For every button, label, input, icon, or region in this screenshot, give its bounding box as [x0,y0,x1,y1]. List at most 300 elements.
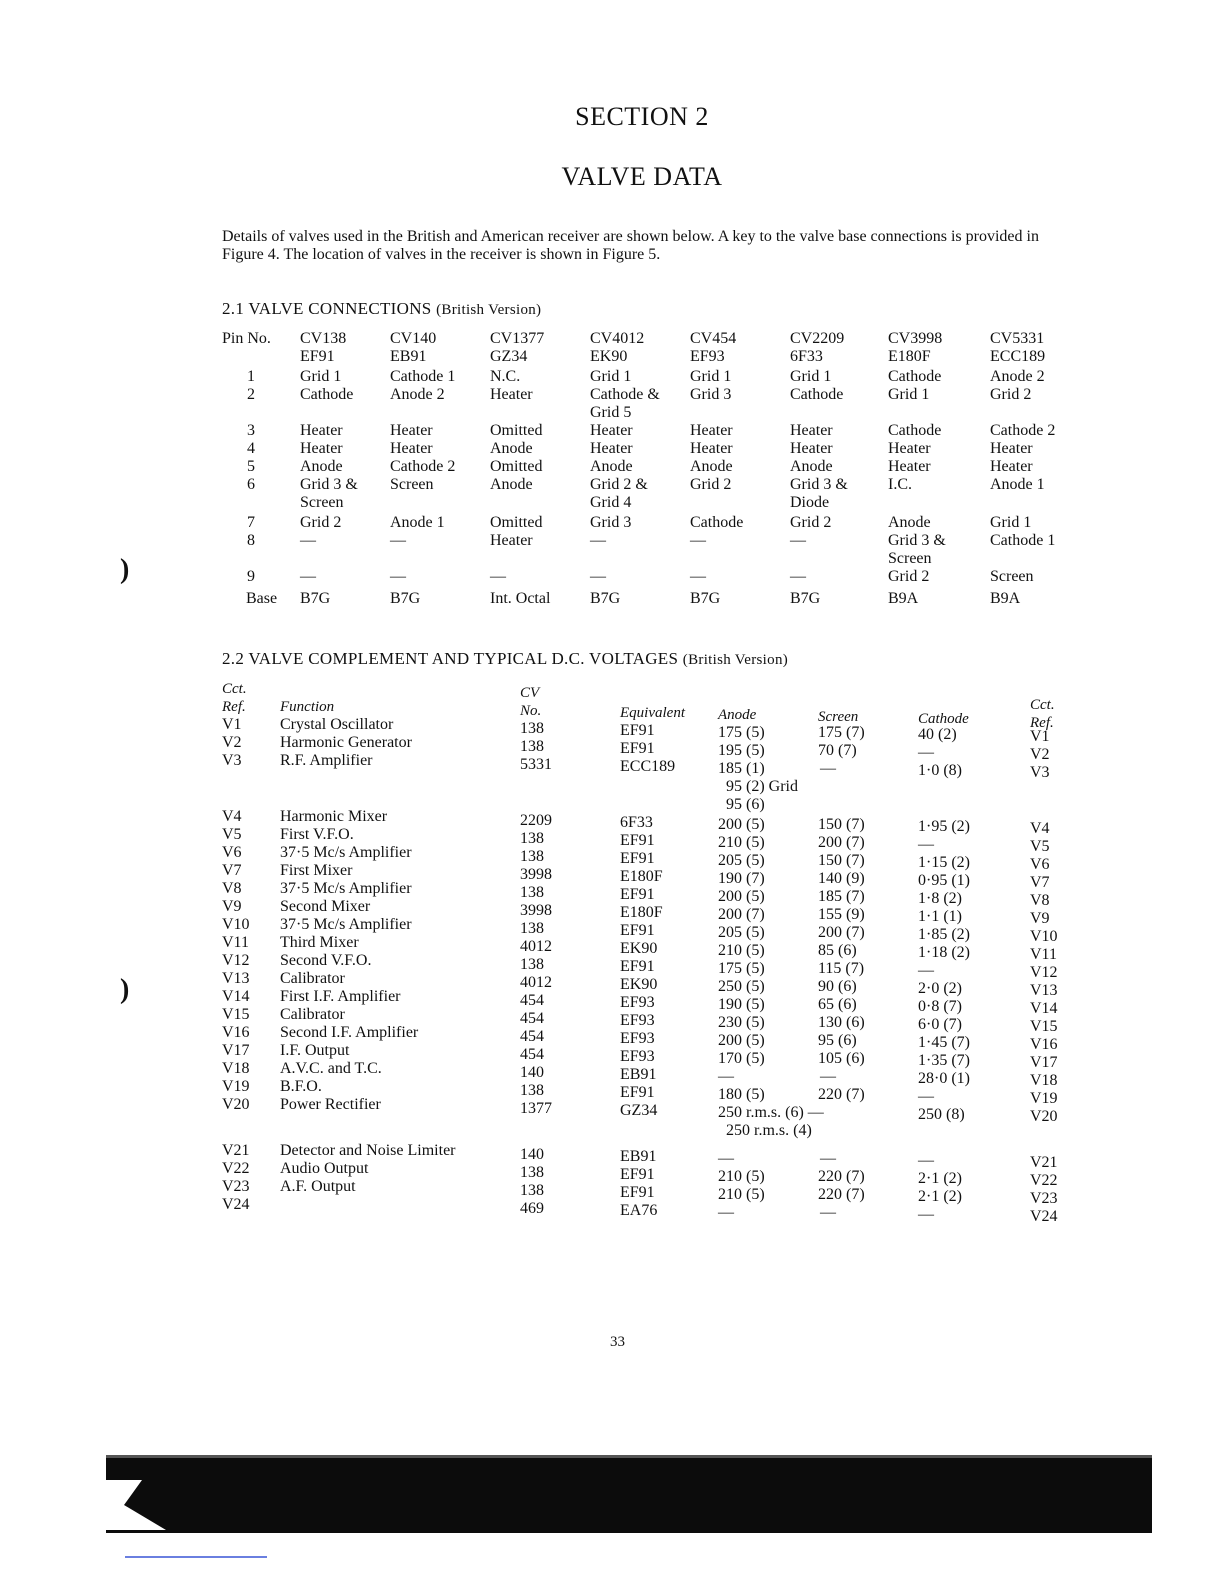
pin-connection: B9A [990,590,1021,607]
pin-connection: Screen [300,494,344,511]
pin-connection: Int. Octal [490,590,551,607]
valve-function: Harmonic Generator [280,734,412,751]
header-ref: Ref. [222,699,246,715]
pin-connection: Cathode 2 [990,422,1056,439]
screen-voltage: 150 (7) [818,816,865,833]
header-cv-no: No. [520,703,542,719]
pin-connection: Heater [888,458,931,475]
equivalent-type: EF91 [620,958,655,975]
valve-function: B.F.O. [280,1078,322,1095]
complement-heading-note: (British Version) [682,652,789,668]
header-ref-right: Ref. [1030,715,1054,731]
anode-voltage: 250 (5) [718,978,765,995]
cathode-voltage: 2·1 (2) [918,1170,962,1187]
pin-connection: Cathode [888,368,942,385]
equivalent-type: GZ34 [620,1102,658,1119]
pin-connection: — [690,568,706,585]
pin-connection: — [300,568,316,585]
valve-type: EK90 [590,348,628,365]
cv-number: 138 [520,720,544,737]
pin-connection: Anode [490,476,533,493]
cathode-voltage: 1·45 (7) [918,1034,970,1051]
pin-connection: Grid 3 [590,514,632,531]
equivalent-type: EF91 [620,886,655,903]
cct-ref: V9 [222,898,242,915]
cct-ref: V13 [222,970,250,987]
cct-ref-right: V8 [1030,892,1050,909]
cv-number: 454 [520,992,544,1009]
pin-connection: Heater [990,440,1033,457]
pin-connection: — [690,532,706,549]
valve-function: 37·5 Mc/s Amplifier [280,916,412,933]
pin-connection: Anode [590,458,633,475]
pin-connection: Heater [888,440,931,457]
cct-ref: V16 [222,1024,250,1041]
pin-connection: Anode 1 [990,476,1045,493]
valve-cv-code: CV3998 [888,330,943,347]
anode-voltage: 200 (5) [718,1032,765,1049]
pin-number: 3 [247,422,255,439]
pin-number: 5 [247,458,255,475]
connections-heading-note: (British Version) [436,302,542,318]
pin-connection: Cathode 2 [390,458,456,475]
pin-connection: B7G [590,590,621,607]
pin-connection: Anode 2 [990,368,1045,385]
pin-connection: Grid 1 [790,368,832,385]
valve-function: Detector and Noise Limiter [280,1142,456,1159]
pin-connection: Heater [490,532,533,549]
pin-number: Base [246,590,278,607]
header-cct: Cct. [222,681,247,697]
screen-voltage: 220 (7) [818,1186,865,1203]
cathode-voltage: 1·18 (2) [918,944,970,961]
screen-voltage: 175 (7) [818,724,865,741]
pin-connection: Omitted [490,514,543,531]
pin-connection: Anode 1 [390,514,445,531]
equivalent-type: ECC189 [620,758,676,775]
cv-number: 454 [520,1046,544,1063]
header-equivalent: Equivalent [620,705,685,721]
screen-voltage: 70 (7) [818,742,857,759]
pin-connection: Grid 2 & [590,476,648,493]
pin-connection: Grid 3 [690,386,732,403]
pin-connection: Heater [690,440,733,457]
margin-mark: ) [120,554,130,585]
pin-number: 1 [247,368,255,385]
screen-voltage: — [820,1150,836,1167]
cct-ref-right: V14 [1030,1000,1058,1017]
cct-ref: V6 [222,844,242,861]
scan-mark [125,1556,267,1558]
pin-connection: Grid 5 [590,404,632,421]
valve-type: GZ34 [490,348,528,365]
cv-number: 3998 [520,902,552,919]
pin-connection: Grid 1 [690,368,732,385]
cct-ref: V24 [222,1196,250,1213]
pin-connection: Grid 2 [790,514,832,531]
pin-connection: Cathode [888,422,942,439]
cct-ref-right: V12 [1030,964,1058,981]
screen-voltage: 130 (6) [818,1014,865,1031]
screen-voltage: 115 (7) [818,960,865,977]
equivalent-type: EA76 [620,1202,658,1219]
anode-voltage: 200 (5) [718,816,765,833]
cathode-voltage: 1·35 (7) [918,1052,970,1069]
cathode-voltage: 2·0 (2) [918,980,962,997]
valve-function: Crystal Oscillator [280,716,394,733]
cathode-voltage: — [918,836,934,853]
valve-type: ECC189 [990,348,1046,365]
equivalent-type: E180F [620,904,663,921]
equivalent-type: E180F [620,868,663,885]
cct-ref: V23 [222,1178,250,1195]
cct-ref-right: V21 [1030,1154,1058,1171]
page-title: VALVE DATA [561,162,723,191]
screen-voltage: 65 (6) [818,996,857,1013]
equivalent-type: EK90 [620,940,658,957]
cv-number: 138 [520,920,544,937]
cathode-voltage: 1·85 (2) [918,926,970,943]
pin-connection: Omitted [490,422,543,439]
cathode-voltage: 1·95 (2) [918,818,970,835]
pin-connection: — [390,532,406,549]
anode-voltage: 190 (5) [718,996,765,1013]
screen-voltage: 220 (7) [818,1086,865,1103]
cathode-voltage: 0·8 (7) [918,998,962,1015]
cv-number: 4012 [520,938,552,955]
valve-function: Third Mixer [280,934,359,951]
header-cct-right: Cct. [1030,697,1055,713]
pin-connection: Screen [390,476,434,493]
screen-voltage: 200 (7) [818,924,865,941]
equivalent-type: 6F33 [620,814,653,831]
cct-ref-right: V2 [1030,746,1050,763]
pin-connection: — [390,568,406,585]
screen-voltage: — [820,1204,836,1221]
pin-connection: B7G [390,590,421,607]
pin-connection: Anode [490,440,533,457]
anode-voltage: 180 (5) [718,1086,765,1103]
cv-number: 138 [520,1164,544,1181]
anode-voltage: 210 (5) [718,1186,765,1203]
valve-function: Harmonic Mixer [280,808,388,825]
cathode-voltage: 250 (8) [918,1106,965,1123]
valve-function: First Mixer [280,862,353,879]
header-cathode: Cathode [918,711,969,727]
pin-connection: Cathode 1 [990,532,1056,549]
pin-connection: Cathode [690,514,744,531]
pin-connection: Anode [690,458,733,475]
cct-ref-right: V5 [1030,838,1050,855]
cct-ref: V4 [222,808,242,825]
cathode-voltage: — [918,962,934,979]
equivalent-type: EF91 [620,922,655,939]
cathode-voltage: 0·95 (1) [918,872,970,889]
valve-function: Second Mixer [280,898,371,915]
equivalent-type: EF91 [620,740,655,757]
screen-voltage: 90 (6) [818,978,857,995]
pin-connection: Grid 4 [590,494,632,511]
header-function: Function [280,699,335,715]
pin-connection: I.C. [888,476,912,493]
pin-number: 2 [247,386,255,403]
screen-voltage: 105 (6) [818,1050,865,1067]
pin-connection: Cathode 1 [390,368,456,385]
pin-connection: Grid 3 & [300,476,358,493]
pin-connection: Anode [888,514,931,531]
pin-connection: Cathode [300,386,354,403]
anode-voltage: 175 (5) [718,724,765,741]
valve-function: First V.F.O. [280,826,354,843]
equivalent-type: EF91 [620,850,655,867]
cathode-voltage: 1·1 (1) [918,908,962,925]
pin-connection: — [790,532,806,549]
cv-number: 138 [520,1082,544,1099]
cathode-voltage: 1·15 (2) [918,854,970,871]
connections-heading-text: 2.1 VALVE CONNECTIONS [222,299,432,318]
pin-number: 9 [247,568,255,585]
cct-ref-right: V19 [1030,1090,1058,1107]
cathode-voltage: 6·0 (7) [918,1016,962,1033]
anode-voltage: — [718,1204,734,1221]
cct-ref: V17 [222,1042,250,1059]
valve-type: EF93 [690,348,725,365]
anode-voltage: 210 (5) [718,1168,765,1185]
cathode-voltage: 2·1 (2) [918,1188,962,1205]
valve-function: Calibrator [280,970,345,987]
cct-ref: V8 [222,880,242,897]
screen-voltage: — [820,760,836,777]
valve-function: First I.F. Amplifier [280,988,401,1005]
cv-number: 138 [520,848,544,865]
cct-ref-right: V22 [1030,1172,1058,1189]
pin-connection: Heater [300,440,343,457]
scan-edge-shadow [106,1455,1152,1533]
pin-connection: Heater [390,440,433,457]
cct-ref: V19 [222,1078,250,1095]
cv-number: 138 [520,884,544,901]
cct-ref: V2 [222,734,242,751]
cct-ref: V7 [222,862,242,879]
screen-voltage: 155 (9) [818,906,865,923]
cct-ref-right: V1 [1030,728,1050,745]
pin-connection: B7G [790,590,821,607]
anode-voltage: — [718,1068,734,1085]
valve-cv-code: CV140 [390,330,437,347]
cct-ref-right: V4 [1030,820,1050,837]
valve-cv-code: CV454 [690,330,737,347]
valve-function: Second I.F. Amplifier [280,1024,419,1041]
equivalent-type: EF93 [620,1012,655,1029]
cct-ref-right: V11 [1030,946,1057,963]
pin-connection: Heater [590,440,633,457]
pin-connection: Screen [888,550,932,567]
pin-connection: — [790,568,806,585]
pin-connection: Heater [490,386,533,403]
equivalent-type: EK90 [620,976,658,993]
equivalent-type: EF91 [620,832,655,849]
valve-function: 37·5 Mc/s Amplifier [280,844,412,861]
cct-ref: V10 [222,916,250,933]
anode-voltage: 205 (5) [718,924,765,941]
equivalent-type: EB91 [620,1148,657,1165]
cv-number: 2209 [520,812,552,829]
screen-voltage: 220 (7) [818,1168,865,1185]
anode-voltage: — [718,1150,734,1167]
cathode-voltage: 1·8 (2) [918,890,962,907]
pin-connection: Grid 1 [300,368,342,385]
header-anode: Anode [718,707,757,723]
cct-ref: V5 [222,826,242,843]
pin-connection: Grid 2 [888,568,930,585]
cv-number: 140 [520,1146,544,1163]
anode-voltage: 210 (5) [718,834,765,851]
pin-connection: Heater [990,458,1033,475]
cv-number: 4012 [520,974,552,991]
screen-voltage: 150 (7) [818,852,865,869]
anode-voltage: 195 (5) [718,742,765,759]
pin-connection: — [590,568,606,585]
equivalent-type: EF91 [620,1166,655,1183]
valve-type: E180F [888,348,931,365]
valve-function: A.F. Output [280,1178,356,1195]
intro-paragraph: Details of valves used in the British and American receiver are shown below. A key to the valve base connections is provided in Figure 4. The location of valves in the receiver is shown in Figure 5. [222,228,1039,263]
cv-number: 138 [520,830,544,847]
screen-voltage: 85 (6) [818,942,857,959]
cv-number: 138 [520,956,544,973]
anode-voltage: 185 (1) [718,760,765,777]
equivalent-type: EF91 [620,1084,655,1101]
cct-ref: V14 [222,988,250,1005]
cct-ref: V12 [222,952,250,969]
valve-function: Calibrator [280,1006,345,1023]
anode-voltage: 205 (5) [718,852,765,869]
valve-function: Second V.F.O. [280,952,372,969]
pin-connection: Heater [590,422,633,439]
cct-ref-right: V9 [1030,910,1050,927]
screen-voltage: 185 (7) [818,888,865,905]
equivalent-type: EF93 [620,994,655,1011]
cct-ref-right: V10 [1030,928,1058,945]
equivalent-type: EF93 [620,1048,655,1065]
pin-number: 4 [247,440,255,457]
pin-connection: B9A [888,590,919,607]
anode-voltage: 190 (7) [718,870,765,887]
pin-connection: Grid 2 [990,386,1032,403]
cv-number: 138 [520,1182,544,1199]
cct-ref: V11 [222,934,249,951]
cv-number: 469 [520,1200,544,1217]
pin-connection: — [300,532,316,549]
complement-heading [222,649,788,669]
screen-voltage: 200 (7) [818,834,865,851]
pin-connection: Heater [790,422,833,439]
valve-function: I.F. Output [280,1042,350,1059]
cv-number: 140 [520,1064,544,1081]
header-cv: CV [520,685,540,701]
anode-voltage: 200 (5) [718,888,765,905]
cct-ref-right: V24 [1030,1208,1058,1225]
pin-connection: Cathode [790,386,844,403]
pin-connection: Grid 1 [590,368,632,385]
screen-voltage: — [820,1068,836,1085]
valve-cv-code: CV4012 [590,330,645,347]
valve-cv-code: CV1377 [490,330,545,347]
anode-voltage: 210 (5) [718,942,765,959]
anode-voltage-note: 95 (2) Grid [726,778,798,795]
valve-type: 6F33 [790,348,823,365]
cct-ref-right: V6 [1030,856,1050,873]
cv-number: 1377 [520,1100,552,1117]
pin-connection: Grid 2 [690,476,732,493]
pin-connection: Heater [390,422,433,439]
pin-connection: Anode [790,458,833,475]
pin-connection: — [490,568,506,585]
valve-function: Audio Output [280,1160,369,1177]
cct-ref: V22 [222,1160,250,1177]
cv-number: 454 [520,1028,544,1045]
pin-connection: Grid 2 [300,514,342,531]
cathode-voltage: 1·0 (8) [918,762,962,779]
cct-ref: V1 [222,716,242,733]
cv-number: 138 [520,738,544,755]
pin-connection: — [590,532,606,549]
anode-voltage: 200 (7) [718,906,765,923]
cathode-voltage: — [918,1206,934,1223]
pin-connection: B7G [300,590,331,607]
cct-ref-right: V16 [1030,1036,1058,1053]
cct-ref: V15 [222,1006,250,1023]
pin-connection: B7G [690,590,721,607]
pin-connection: N.C. [490,368,521,385]
cct-ref-right: V3 [1030,764,1050,781]
pin-connection: Grid 3 & [790,476,848,493]
anode-voltage: 250 r.m.s. (6) — [718,1104,824,1121]
cct-ref-right: V23 [1030,1190,1058,1207]
cct-ref-right: V18 [1030,1072,1058,1089]
header-screen: Screen [818,709,859,725]
pin-connection: Screen [990,568,1034,585]
anode-voltage: 170 (5) [718,1050,765,1067]
cathode-voltage: 28·0 (1) [918,1070,970,1087]
cv-number: 454 [520,1010,544,1027]
page-number: 33 [610,1334,625,1350]
pin-connection: Anode 2 [390,386,445,403]
pin-connection: Cathode & [590,386,660,403]
complement-heading-text: 2.2 VALVE COMPLEMENT AND TYPICAL D.C. VOLTAGES [222,649,679,668]
pin-connection: Heater [300,422,343,439]
anode-voltage-note: 95 (6) [726,796,765,813]
cathode-voltage: 40 (2) [918,726,957,743]
pin-connection: Anode [300,458,343,475]
equivalent-type: EF91 [620,1184,655,1201]
valve-type: EB91 [390,348,427,365]
valve-function: A.V.C. and T.C. [280,1060,382,1077]
valve-type: EF91 [300,348,335,365]
cct-ref: V20 [222,1096,250,1113]
equivalent-type: EF93 [620,1030,655,1047]
cct-ref: V18 [222,1060,250,1077]
cct-ref: V3 [222,752,242,769]
cathode-voltage: — [918,1088,934,1105]
cct-ref: V21 [222,1142,250,1159]
anode-voltage: 175 (5) [718,960,765,977]
valve-function: 37·5 Mc/s Amplifier [280,880,412,897]
section-title: SECTION 2 [575,102,709,131]
pin-connection: Grid 1 [990,514,1032,531]
cv-number: 3998 [520,866,552,883]
valve-cv-code: CV2209 [790,330,845,347]
